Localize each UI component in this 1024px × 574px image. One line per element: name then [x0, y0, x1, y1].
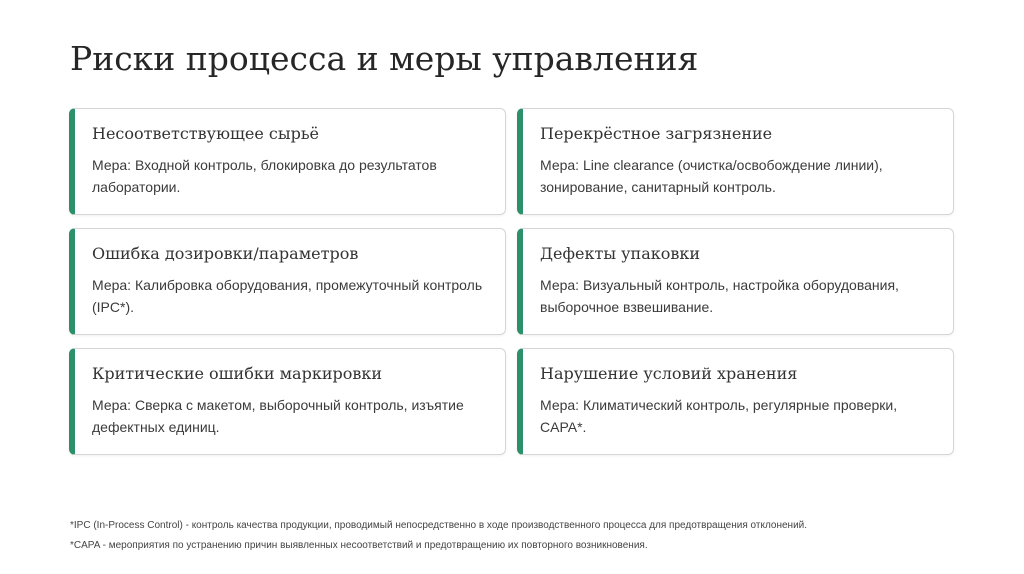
risk-card-cross-contamination: [517, 108, 954, 215]
risk-card-labeling-errors: [69, 348, 506, 455]
risk-card-measure: Мера: Климатический контроль, регулярные проверки, CAPA*.: [540, 397, 898, 435]
risk-card-packaging-defects: [517, 228, 954, 335]
risk-card-measure: Мера: Калибровка оборудования, промежуточный контроль (IPC*).: [92, 277, 483, 315]
footnote-ipc: *IPC (In-Process Control) - контроль качества продукции, проводимый непосредственно в ходе производственного процесса для предотвращения отклонений.: [70, 520, 808, 531]
risk-card-title: Перекрёстное загрязнение: [540, 124, 773, 143]
risk-card-measure: Мера: Line clearance (очистка/освобождение линии), зонирование, санитарный контроль.: [540, 157, 883, 195]
risk-card-title: Нарушение условий хранения: [540, 364, 798, 383]
risk-card-measure: Мера: Сверка с макетом, выборочный контроль, изъятие дефектных единиц.: [92, 397, 464, 435]
risk-card-storage-conditions: [517, 348, 954, 455]
risk-card-title: Критические ошибки маркировки: [92, 364, 383, 383]
risk-card-title: Дефекты упаковки: [540, 244, 701, 263]
risk-card-title: Ошибка дозировки/параметров: [92, 244, 359, 263]
footnotes: [70, 516, 970, 556]
risk-card-measure: Мера: Визуальный контроль, настройка оборудования, выборочное взвешивание.: [540, 277, 899, 315]
footnote-capa: *CAPA - мероприятия по устранению причин выявленных несоответствий и предотвращению их повторного возникновения.: [70, 540, 648, 551]
risk-card-title: Несоответствующее сырьё: [92, 124, 320, 143]
risk-cards-grid: [69, 108, 954, 455]
page-title: Риски процесса и меры управления: [70, 39, 699, 78]
risk-card-dosing-error: [69, 228, 506, 335]
risk-card-raw-materials: [69, 108, 506, 215]
risk-card-measure: Мера: Входной контроль, блокировка до результатов лаборатории.: [92, 157, 437, 195]
